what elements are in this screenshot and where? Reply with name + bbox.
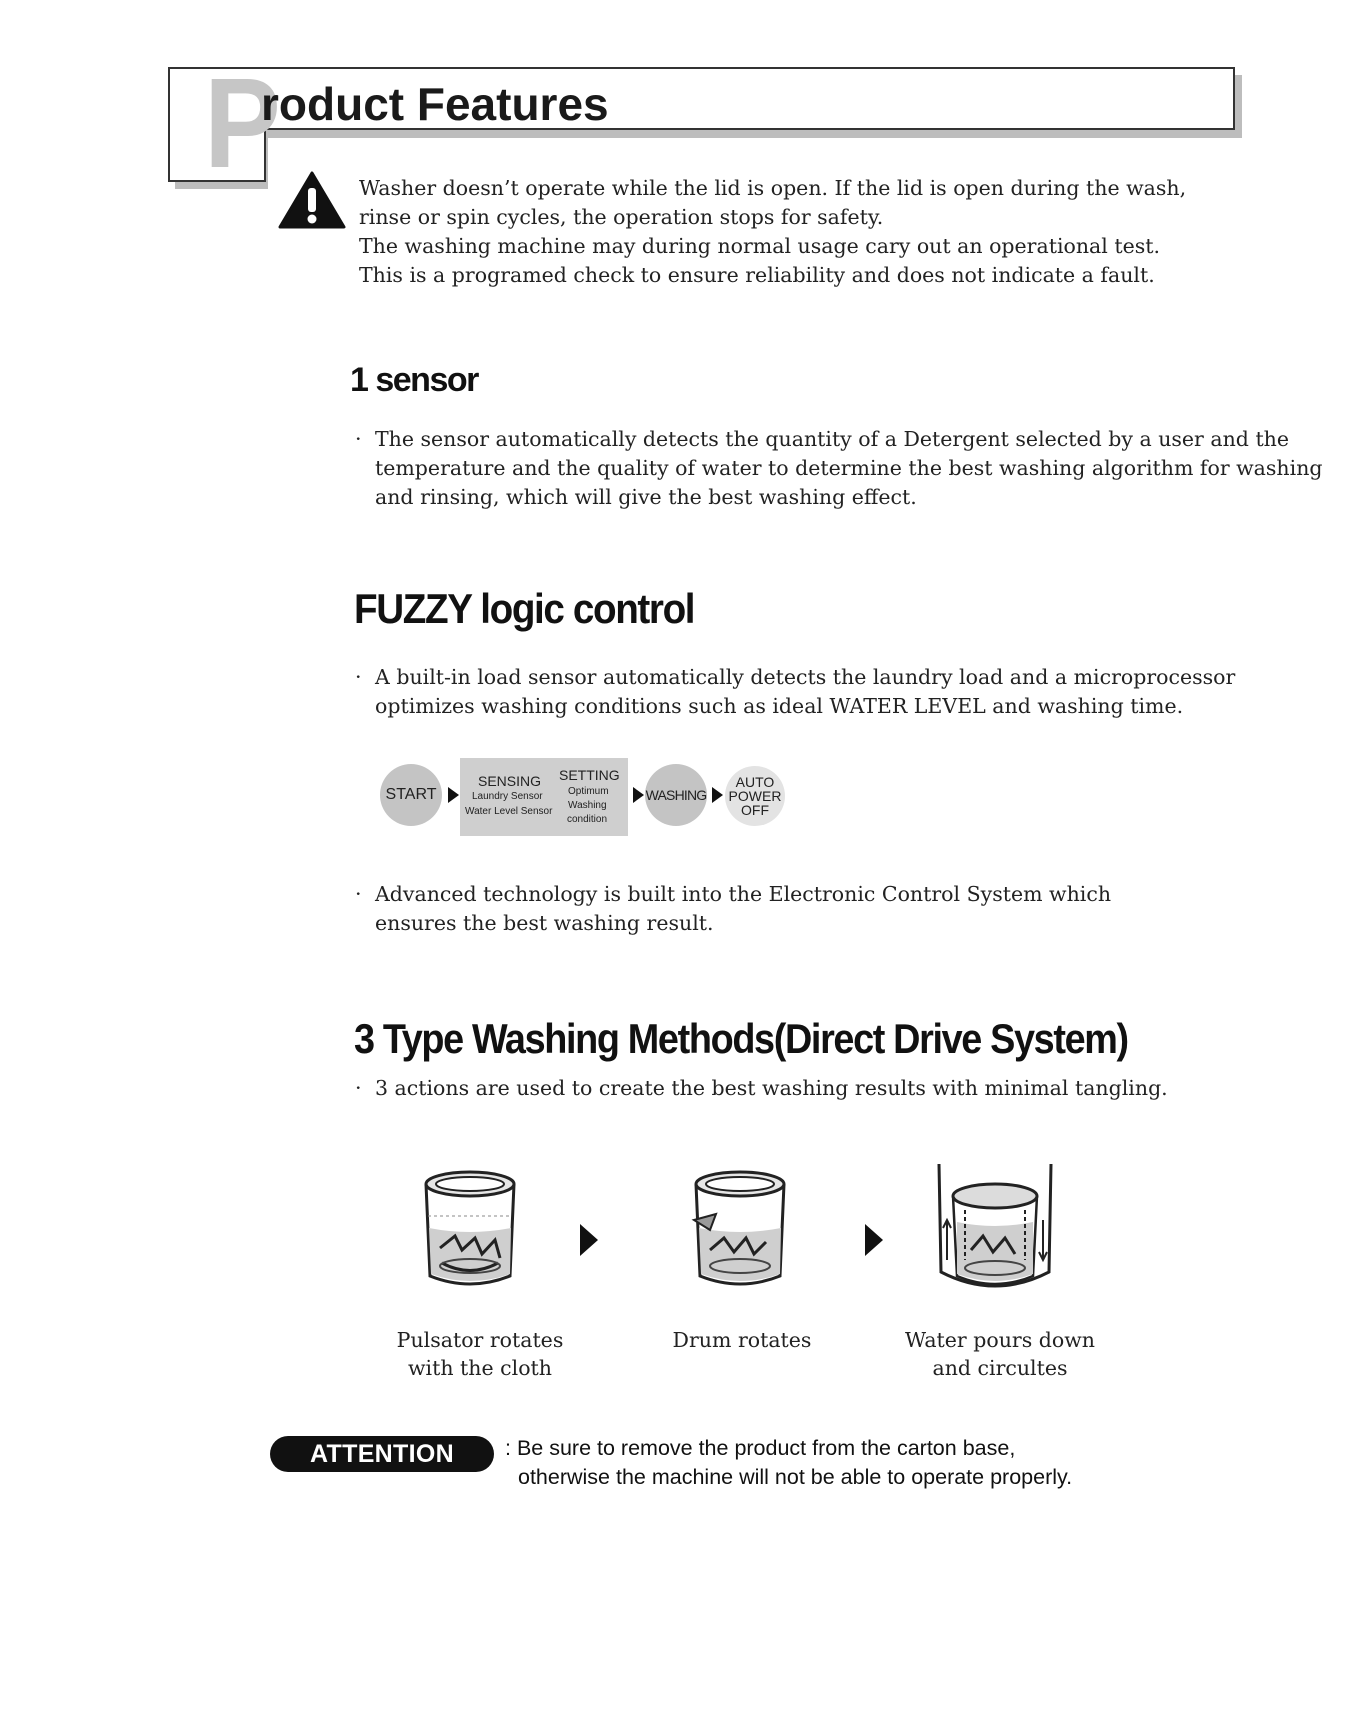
attention-line: : Be sure to remove the product from the carton base, <box>505 1436 1016 1460</box>
fuzzy-flow-diagram <box>380 758 800 838</box>
warning-text <box>359 174 1186 290</box>
flow-arrow-icon <box>448 787 459 803</box>
sensor-bullet <box>355 425 1323 512</box>
bullet-dot: · <box>355 665 362 689</box>
fuzzy-bullet <box>355 663 1236 721</box>
flow-washing-circle: WASHING <box>645 764 707 826</box>
bullet-dot: · <box>355 882 362 906</box>
flow-condition-label: condition <box>567 814 608 825</box>
bullet-dot: · <box>355 427 362 451</box>
flow-power-label: POWER <box>728 788 782 804</box>
flow-washing-label: Washing <box>568 800 607 811</box>
caption-line: with the cloth <box>408 1356 552 1380</box>
bullet-line: 3 actions are used to create the best washing results with minimal tangling. <box>375 1076 1168 1100</box>
method-arrow-icon <box>580 1224 598 1256</box>
flow-water-level-sensor-label: Water Level Sensor <box>465 806 553 817</box>
flow-off-label: OFF <box>741 802 769 818</box>
circulation-tub-illustration <box>935 1160 1055 1295</box>
section-title-sensor: 1 sensor <box>350 361 478 399</box>
warning-line: The washing machine may during normal usage cary out an operational test. <box>359 234 1160 258</box>
page-title: roduct Features <box>261 78 609 130</box>
methods-bullet <box>355 1074 1168 1103</box>
flow-laundry-sensor-label: Laundry Sensor <box>472 791 543 802</box>
bullet-line: Advanced technology is built into the Electronic Control System which <box>375 882 1112 906</box>
caption-water <box>900 1326 1100 1382</box>
caption-line: Pulsator rotates <box>396 1328 564 1352</box>
bullet-line: optimizes washing conditions such as ideal WATER LEVEL and washing time. <box>375 694 1184 718</box>
flow-sensing-label: SENSING <box>478 773 542 789</box>
section-title-methods: 3 Type Washing Methods(Direct Drive System) <box>354 1015 1128 1062</box>
bullet-line: A built-in load sensor automatically detects the laundry load and a microprocessor <box>375 665 1236 689</box>
method-arrow-icon <box>865 1224 883 1256</box>
caption-line: Drum rotates <box>672 1328 812 1352</box>
attention-text <box>505 1434 1072 1492</box>
attention-badge: ATTENTION <box>270 1436 494 1472</box>
header-initial-letter: P <box>204 52 281 195</box>
bullet-line: temperature and the quality of water to determine the best washing algorithm for washing <box>375 456 1323 480</box>
warning-line: Washer doesn’t operate while the lid is open. If the lid is open during the wash, <box>359 176 1187 200</box>
section-title-fuzzy: FUZZY logic control <box>354 585 695 632</box>
flow-auto-power-off-circle <box>725 766 785 826</box>
drum-tub-illustration <box>690 1168 790 1293</box>
warning-line: This is a programed check to ensure reliability and does not indicate a fault. <box>359 263 1155 287</box>
attention-line: otherwise the machine will not be able to operate properly. <box>518 1465 1073 1489</box>
flow-auto-label: AUTO <box>735 774 775 790</box>
flow-optimum-label: Optimum <box>568 786 609 797</box>
bullet-line: The sensor automatically detects the quantity of a Detergent selected by a user and the <box>375 427 1290 451</box>
flow-arrow-icon <box>633 787 644 803</box>
bullet-line: and rinsing, which will give the best washing effect. <box>375 485 917 509</box>
flow-start-circle: START <box>380 764 442 826</box>
bullet-dot: · <box>355 1076 362 1100</box>
flow-arrow-icon <box>712 787 723 803</box>
warning-triangle-icon <box>278 170 346 230</box>
flow-sensing-setting-box <box>460 758 628 836</box>
caption-line: Water pours down <box>905 1328 1095 1352</box>
caption-pulsator <box>380 1326 580 1382</box>
warning-line: rinse or spin cycles, the operation stops for safety. <box>359 205 884 229</box>
caption-drum <box>662 1326 822 1354</box>
caption-line: and circultes <box>932 1356 1068 1380</box>
bullet-line: ensures the best washing result. <box>375 911 714 935</box>
flow-setting-label: SETTING <box>559 767 620 783</box>
pulsator-tub-illustration <box>420 1168 520 1293</box>
advanced-bullet <box>355 880 1112 938</box>
